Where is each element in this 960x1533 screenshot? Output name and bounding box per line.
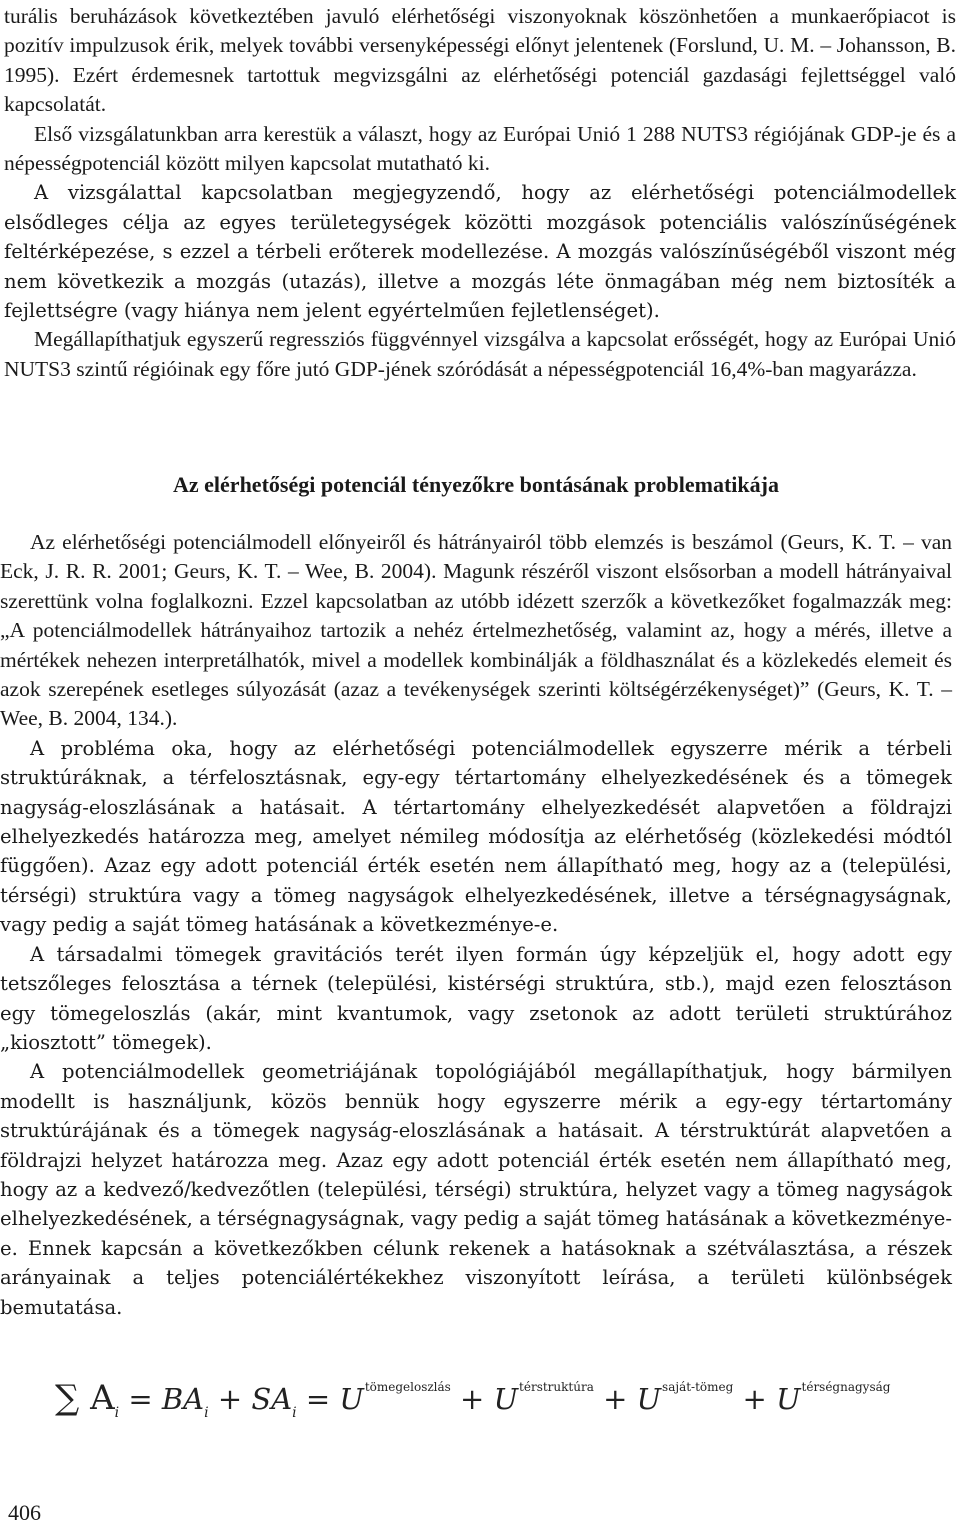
- page: [4, 0, 956, 384]
- formula-lhs: ∑ A: [55, 1378, 115, 1418]
- formula-u1: = U: [296, 1382, 364, 1416]
- paragraph-4: Megállapíthatjuk egyszerű regressziós függvénnyel vizsgálva a kapcsolat erősségét, hogy az Európai Unió NUTS3 szintű régióinak egy főre jutó GDP-jének szóródását a népességpotenciál 16,4%-ban magyarázza.: [4, 327, 956, 381]
- formula-u3: + U: [593, 1382, 662, 1416]
- formula-sup-tersegnagysag: térségnagyság: [801, 1380, 891, 1394]
- section-heading: Az elérhetőségi potenciál tényezőkre bontásának problematikája: [173, 472, 779, 497]
- formula-u4: + U: [733, 1382, 801, 1416]
- formula-index: i: [292, 1405, 297, 1421]
- paragraph-3: A vizsgálattal kapcsolatban megjegyzendő, hogy az elérhetőségi potenciálmodellek elsődleges célja az egyes területegységek közötti mozgások potenciális valószínűségének feltérképezése, s ezzel a térbeli erőterek modellezése. A mozgás valószínűségéből viszont még nem következik a mozgás (utazás), illetve a mozgás léte önmagában még nem biztosíték a fejlettségre (vagy hiánya nem jelent egyértelműen fejletlenséget).: [4, 181, 956, 323]
- formula-u2: + U: [450, 1382, 519, 1416]
- paragraph-1: turális beruházások következtében javuló elérhetőségi viszonyoknak köszönhetően a munkaerőpiacot is pozitív impulzusok érik, melyek további versenyképességi előnyt jelentenek (Forslund, U. M. – Johansson, B. 1995). Ezért érdemesnek tartottuk megvizsgálni az elérhetőségi potenciál gazdasági fejlettséggel való kapcsolatát.: [4, 4, 956, 117]
- decomposition-formula: [55, 1378, 890, 1428]
- page-number: 406: [8, 1500, 41, 1525]
- paragraph-2: Első vizsgálatunkban arra kerestük a választ, hogy az Európai Unió 1 288 NUTS3 régiójának GDP-je és a népességpotenciál között milyen kapcsolat mutatható ki.: [4, 121, 956, 176]
- formula-index: i: [204, 1405, 209, 1421]
- formula-ba: = BA: [119, 1382, 205, 1416]
- section-body: [0, 528, 952, 1322]
- formula-index: i: [114, 1405, 120, 1421]
- paragraph-7: A társadalmi tömegek gravitációs terét ilyen formán úgy képzeljük el, hogy adott egy tetszőleges felosztása a térnek (települési, kistérségi struktúra, stb.), majd ezen felosztáson egy tömegeloszlás (akár, mint kvantumok, vagy zsetonok az adott területi struktúrához „kiosztott” tömegek).: [0, 942, 952, 1054]
- formula-sa: + SA: [208, 1382, 293, 1416]
- paragraph-8: A potenciálmodellek geometriájának topológiájából megállapíthatjuk, hogy bármilyen modellt is használjunk, közös bennük hogy egyszerre mérik a egy-egy tértartomány struktúrájának és a tömegek nagyság-eloszlásának a hatásait. A térstruktúrát alapvetően a földrajzi helyzet határozza meg. Azaz egy adott potenciál érték esetén nem állapítható meg, hogy az a kedvező/kedvezőtlen (települési, térségi) struktúra, helyzet vagy a tömeg nagyságok elhelyezkedésének, a térségnagyságnak, vagy pedig a saját tömeg hatásának a következménye-e. Ennek kapcsán a következőkben célunk rekenek a hatásoknak a szétválasztása, a részek arányainak a teljes potenciálértékekhez viszonyított leírása, a területi különbségek bemutatása.: [0, 1060, 952, 1319]
- formula-sup-terstruktura: térstruktúra: [519, 1380, 594, 1394]
- paragraph-6: A probléma oka, hogy az elérhetőségi potenciálmodellek egyszerre mérik a térbeli struktúráknak, a térfelosztásnak, egy-egy tértartomány elhelyezkedésének és a tömegek nagyság-eloszlásának a hatásait. A tértartomány elhelyezkedését alapvetően a földrajzi elhelyezkedés határozza meg, amelyet némileg módosítja az elérhetőség (közlekedési módtól függően). Azaz egy adott potenciál érték esetén nem állapítható meg, hogy az a (települési, térségi) struktúra vagy a tömeg nagyságok elhelyezkedésének, illetve a térségnagyságnak, vagy pedig a saját tömeg hatásának a következménye-e.: [0, 736, 952, 937]
- paragraph-5: Az elérhetőségi potenciálmodell előnyeiről és hátrányairól több elemzés is beszámol (Geurs, K. T. – van Eck, J. R. R. 2001; Geurs, K. T. – Wee, B. 2004). Magunk részéről viszont elsősorban a modell hátrányaival szerettünk volna foglalkozni. Ezzel kapcsolatban az utóbb idézett szerzők a következőket fogalmazzák meg: „A potenciálmodellek hátrányaihoz tartozik a nehéz értelmezhetőség, valamint az, hogy a mérés, illetve a mértékek nehezen interpretálhatók, mivel a modellek kombinálják a földhasználat és a közlekedés elemeit és azok szerepének esetleges súlyozását (azaz a tevékenységek szerinti költségérzékenységet)” (Geurs, K. T. – Wee, B. 2004, 134.).: [0, 530, 952, 731]
- formula-sup-sajat-tomeg: saját-tömeg: [662, 1380, 734, 1394]
- formula-sup-tomegeloszlas: tömegeloszlás: [364, 1380, 451, 1394]
